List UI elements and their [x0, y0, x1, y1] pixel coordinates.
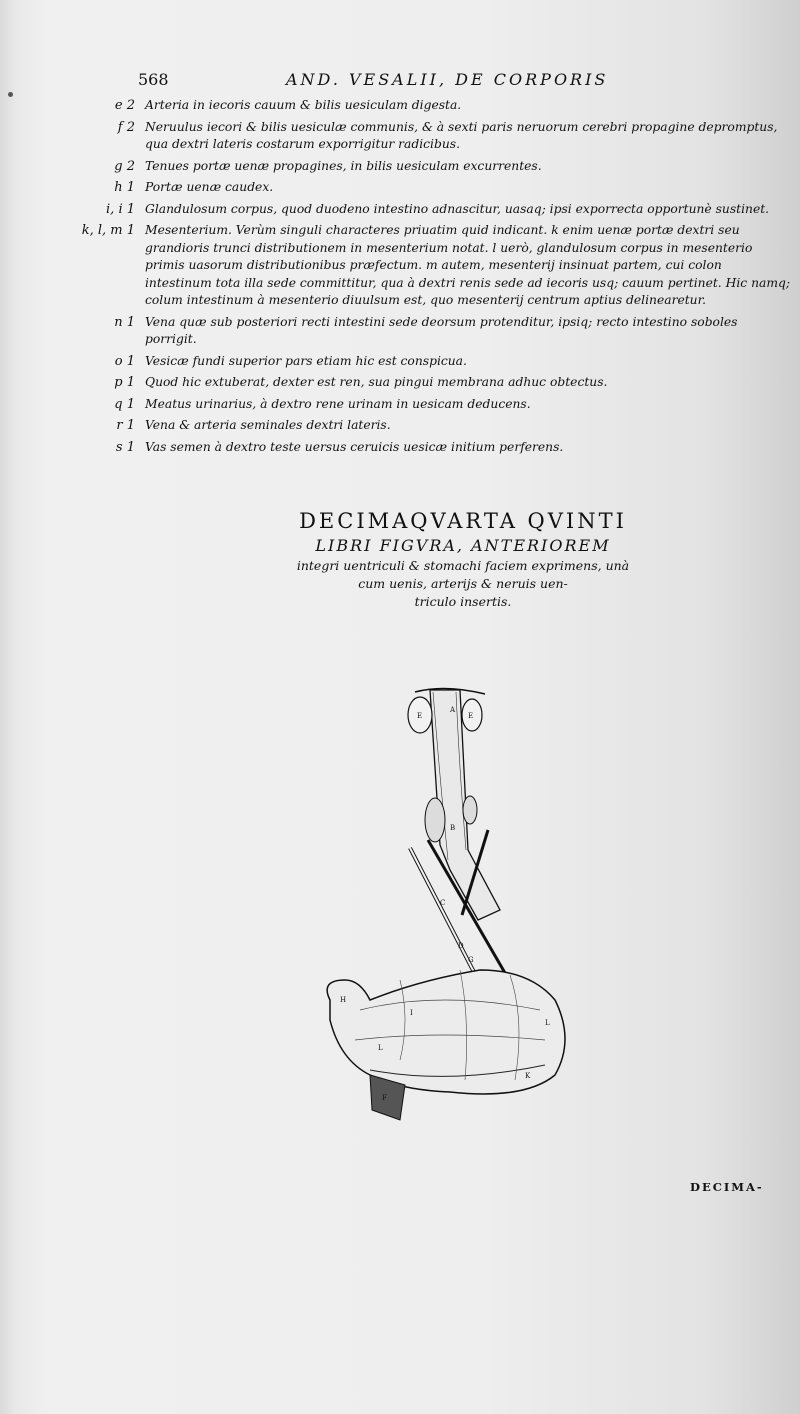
stomach-woodcut-figure [300, 680, 600, 1130]
legend-entry [0, 158, 800, 176]
legend-key: q 1 [114, 396, 135, 412]
page-number: 568 [138, 70, 169, 89]
legend-entry [0, 201, 800, 219]
running-head [0, 70, 800, 94]
running-title: AND. VESALII, DE CORPORIS [286, 70, 609, 89]
heading-line-2: LIBRI FIGVRA, ANTERIOREM [315, 536, 611, 555]
legend-entry [0, 97, 800, 115]
figure-letter: E [417, 712, 423, 720]
legend-key: r 1 [116, 418, 135, 433]
legend-text: Mesenterium. Verùm singuli characteres priuatim quid indicant. k enim uenæ portæ dextri seu grandioris trunci distributionem in mesenterium notat. l uerò, glandulosum corpus in mesenterio primis uasorum distributionibus præfectum. m autem, mesenterij insinuat partem, cui colon intestinum tota illa sede committitur, qua à dextri renis sede ad iecoris usq; cauum pertinet. Hic namq; colum intestinum à mesenterio diuulsum est, quo mesenterij centrum aptius delinearetur. [145, 223, 790, 307]
legend-text: Quod hic extuberat, dexter est ren, sua pingui membrana adhuc obtectus. [145, 375, 608, 389]
figure-legend [0, 97, 800, 460]
heading-line-1: DECIMAQVARTA QVINTI [299, 509, 627, 533]
legend-text: Vesicæ fundi superior pars etiam hic est conspicua. [145, 353, 467, 368]
legend-text: Tenues portæ uenæ propagines, in bilis uesiculam excurrentes. [145, 158, 542, 173]
heading-line-4: cum uenis, arterijs & neruis uen- [358, 576, 568, 591]
figure-heading [200, 508, 726, 611]
legend-key: g 2 [114, 158, 135, 174]
figure-letter: A [450, 706, 456, 714]
legend-text: Portæ uenæ caudex. [145, 180, 274, 194]
figure-letter: F [382, 1094, 387, 1102]
figure-letter: K [525, 1072, 531, 1080]
legend-key: s 1 [115, 439, 135, 455]
legend-text: Vena & arteria seminales dextri lateris. [145, 418, 391, 432]
legend-entry [0, 417, 800, 435]
catchword: DECIMA- [690, 1180, 764, 1194]
stomach-illustration [300, 680, 600, 1130]
figure-letter: D [458, 942, 464, 950]
figure-letter: B [450, 824, 456, 832]
heading-line-3: integri uentriculi & stomachi faciem exprimens, unà [296, 558, 630, 573]
figure-letter: C [440, 899, 446, 907]
legend-key: p 1 [114, 375, 135, 390]
figure-letter: L [378, 1044, 383, 1052]
legend-key: n 1 [114, 314, 135, 330]
legend-text: Glandulosum corpus, quod duodeno intestino adnascitur, uasaq; ipsi exporrecta opportunè sustinet. [145, 201, 770, 216]
legend-entry [0, 119, 800, 154]
legend-key: h 1 [114, 180, 135, 195]
gland [425, 798, 445, 842]
legend-entry [0, 396, 800, 414]
legend-key: f 2 [117, 119, 135, 135]
legend-entry [0, 314, 800, 349]
gland [463, 796, 477, 824]
figure-letter: I [410, 1009, 413, 1017]
figure-letter: G [468, 956, 474, 964]
legend-entry [0, 374, 800, 392]
legend-key: e 2 [114, 98, 135, 113]
legend-key: i, i 1 [106, 201, 135, 217]
heading-line-5: triculo insertis. [414, 594, 512, 609]
legend-key: k, l, m 1 [81, 223, 135, 238]
legend-entry [0, 439, 800, 457]
legend-text: Arteria in iecoris cauum & bilis uesiculam digesta. [145, 98, 462, 112]
legend-text: Meatus urinarius, à dextro rene urinam in uesicam deducens. [145, 396, 531, 411]
legend-key: o 1 [114, 353, 135, 369]
figure-letter: E [468, 712, 474, 720]
legend-entry [0, 222, 800, 310]
figure-letter: L [545, 1019, 550, 1027]
figure-letter: H [340, 996, 347, 1004]
legend-text: Neruulus iecori & bilis uesiculæ communis, & à sexti paris neruorum cerebri propagine depromptus, qua dextri lateris costarum exporrigitur radicibus. [145, 119, 778, 151]
legend-text: Vena quæ sub posteriori recti intestini sede deorsum protenditur, ipsiq; recto intestino soboles porrigit. [145, 314, 738, 346]
legend-entry [0, 179, 800, 197]
legend-text: Vas semen à dextro teste uersus ceruicis uesicæ initium perferens. [145, 439, 564, 454]
legend-entry [0, 353, 800, 371]
